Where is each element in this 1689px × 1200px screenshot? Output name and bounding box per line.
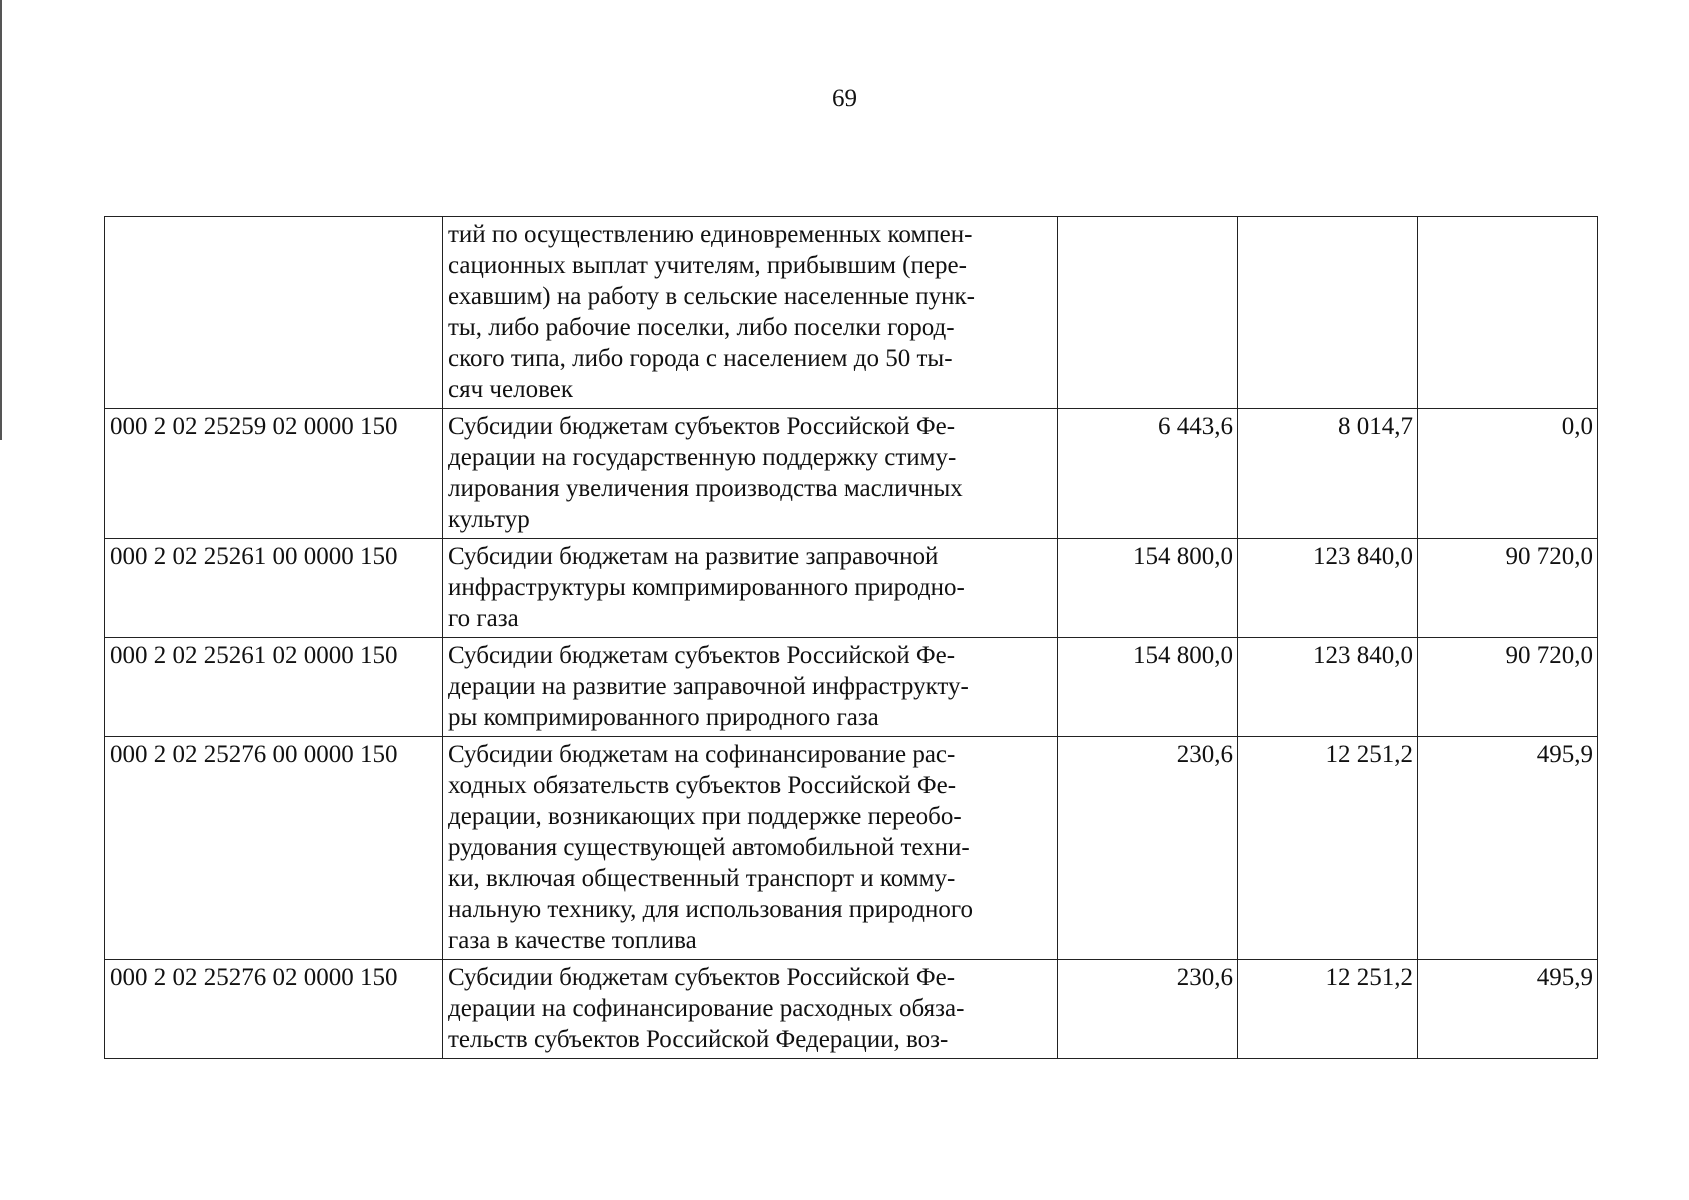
description-line: Субсидии бюджетам субъектов Российской Фе- (448, 642, 956, 669)
table-row (105, 638, 1598, 737)
amount-year-1-cell: 154 800,0 (1058, 539, 1238, 638)
description-line: инфраструктуры компримированного природно- (448, 574, 965, 601)
description-line: дерации на государственную поддержку стиму- (448, 444, 957, 471)
amount-year-2-cell: 123 840,0 (1238, 638, 1418, 737)
table-row (105, 217, 1598, 409)
amount-year-1-cell (1058, 217, 1238, 409)
amount-year-3-cell (1418, 217, 1598, 409)
amount-year-1-cell: 6 443,6 (1058, 409, 1238, 539)
description-line: рудования существующей автомобильной техни- (448, 834, 970, 861)
description-line: сационных выплат учителям, прибывшим (пере- (448, 252, 967, 279)
description-cell (443, 960, 1058, 1059)
scan-edge-line (0, 0, 2, 440)
description-line: го газа (448, 605, 519, 632)
description-cell (443, 737, 1058, 960)
description-line: ры компримированного природного газа (448, 704, 879, 731)
budget-code-cell: 000 2 02 25261 02 0000 150 (105, 638, 443, 737)
description-line: дерации на софинансирование расходных обяза- (448, 995, 965, 1022)
page-number: 69 (832, 85, 857, 112)
description-line: нальную технику, для использования природного (448, 896, 974, 923)
budget-code-cell: 000 2 02 25276 02 0000 150 (105, 960, 443, 1059)
description-line: дерации на развитие заправочной инфраструкту- (448, 673, 969, 700)
amount-year-1-cell: 230,6 (1058, 737, 1238, 960)
table-row (105, 960, 1598, 1059)
description-line: ты, либо рабочие поселки, либо поселки город- (448, 314, 955, 341)
table-row (105, 737, 1598, 960)
amount-year-3-cell: 90 720,0 (1418, 539, 1598, 638)
budget-code-cell (105, 217, 443, 409)
description-line: Субсидии бюджетам субъектов Российской Фе- (448, 413, 956, 440)
description-cell (443, 409, 1058, 539)
amount-year-3-cell: 0,0 (1418, 409, 1598, 539)
amount-year-3-cell: 90 720,0 (1418, 638, 1598, 737)
amount-year-2-cell: 12 251,2 (1238, 960, 1418, 1059)
amount-year-1-cell: 154 800,0 (1058, 638, 1238, 737)
amount-year-1-cell: 230,6 (1058, 960, 1238, 1059)
amount-year-2-cell (1238, 217, 1418, 409)
description-line: тельств субъектов Российской Федерации, воз- (448, 1026, 949, 1053)
description-cell (443, 217, 1058, 409)
table-row (105, 409, 1598, 539)
description-line: ского типа, либо города с населением до 50 ты- (448, 345, 953, 372)
description-cell (443, 539, 1058, 638)
description-line: культур (448, 506, 530, 533)
description-line: сяч человек (448, 376, 573, 403)
description-line: ехавшим) на работу в сельские населенные пунк- (448, 283, 975, 310)
budget-code-cell: 000 2 02 25261 00 0000 150 (105, 539, 443, 638)
amount-year-2-cell: 8 014,7 (1238, 409, 1418, 539)
description-line: газа в качестве топлива (448, 927, 697, 954)
amount-year-3-cell: 495,9 (1418, 960, 1598, 1059)
budget-table (104, 216, 1598, 1059)
amount-year-3-cell: 495,9 (1418, 737, 1598, 960)
description-line: дерации, возникающих при поддержке переобо- (448, 803, 962, 830)
budget-code-cell: 000 2 02 25259 02 0000 150 (105, 409, 443, 539)
description-line: ки, включая общественный транспорт и комму- (448, 865, 956, 892)
amount-year-2-cell: 123 840,0 (1238, 539, 1418, 638)
description-line: ходных обязательств субъектов Российской Фе- (448, 772, 957, 799)
description-cell (443, 638, 1058, 737)
amount-year-2-cell: 12 251,2 (1238, 737, 1418, 960)
budget-code-cell: 000 2 02 25276 00 0000 150 (105, 737, 443, 960)
description-line: тий по осуществлению единовременных компен- (448, 221, 973, 248)
description-line: Субсидии бюджетам на развитие заправочной (448, 543, 939, 570)
table-row (105, 539, 1598, 638)
description-line: Субсидии бюджетам субъектов Российской Фе- (448, 964, 956, 991)
description-line: лирования увеличения производства масличных (448, 475, 963, 502)
description-line: Субсидии бюджетам на софинансирование рас- (448, 741, 956, 768)
